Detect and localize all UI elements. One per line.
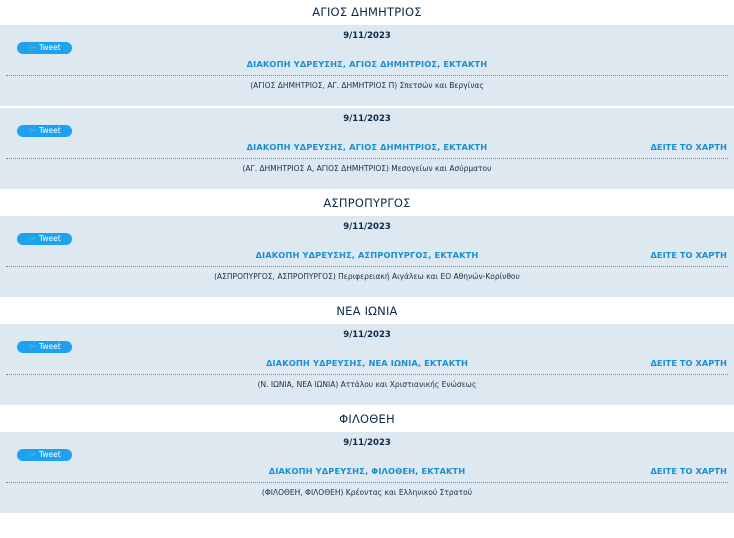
see-map-link[interactable]: ΔΕΙΤΕ ΤΟ ΧΑΡΤΗ [650, 142, 727, 152]
area-group [0, 299, 734, 405]
outage-description: (ΑΓΙΟΣ ΔΗΜΗΤΡΙΟΣ, ΑΓ. ΔΗΜΗΤΡΙΟΣ Π) Σπετσών και Βεργίνας [250, 81, 484, 90]
twitter-bird-icon: 🐦 [28, 235, 38, 243]
outage-description: (Ν. ΙΩΝΙΑ, ΝΕΑ ΙΩΝΙΑ) Αττάλου και Χριστιανικής Ενώσεως [257, 380, 477, 389]
tweet-button[interactable] [17, 341, 72, 353]
outage-title: ΔΙΑΚΟΠΗ ΥΔΡΕΥΣΗΣ, ΑΣΠΡΟΠΥΡΓΟΣ, ΕΚΤΑΚΤΗ [255, 250, 479, 260]
divider [6, 266, 728, 267]
twitter-bird-icon: 🐦 [28, 451, 38, 459]
outage-description: (ΦΙΛΟΘΕΗ, ΦΙΛΟΘΕΗ) Κρέοντας και Ελληνικού Στρατού [261, 488, 473, 497]
divider [6, 374, 728, 375]
outage-title: ΔΙΑΚΟΠΗ ΥΔΡΕΥΣΗΣ, ΦΙΛΟΘΕΗ, ΕΚΤΑΚΤΗ [268, 466, 466, 476]
see-map-link[interactable]: ΔΕΙΤΕ ΤΟ ΧΑΡΤΗ [650, 250, 727, 260]
outage-card [0, 108, 734, 189]
area-heading: ΝΕΑ ΙΩΝΙΑ [0, 299, 734, 324]
outage-date: 9/11/2023 [343, 114, 391, 124]
outage-card [0, 216, 734, 297]
tweet-label: Tweet [39, 450, 61, 459]
tweet-button[interactable] [17, 449, 72, 461]
see-map-link[interactable]: ΔΕΙΤΕ ΤΟ ΧΑΡΤΗ [650, 466, 727, 476]
tweet-label: Tweet [39, 342, 61, 351]
divider [6, 75, 728, 76]
tweet-button[interactable] [17, 42, 72, 54]
divider [6, 482, 728, 483]
outage-description: (ΑΓ. ΔΗΜΗΤΡΙΟΣ Α, ΑΓΙΟΣ ΔΗΜΗΤΡΙΟΣ) Μεσογείων και Ασύρματου [242, 164, 492, 173]
outage-title: ΔΙΑΚΟΠΗ ΥΔΡΕΥΣΗΣ, ΑΓΙΟΣ ΔΗΜΗΤΡΙΟΣ, ΕΚΤΑΚΤΗ [246, 59, 488, 69]
outage-title: ΔΙΑΚΟΠΗ ΥΔΡΕΥΣΗΣ, ΝΕΑ ΙΩΝΙΑ, ΕΚΤΑΚΤΗ [265, 358, 469, 368]
outage-date: 9/11/2023 [343, 31, 391, 41]
tweet-label: Tweet [39, 126, 61, 135]
see-map-link[interactable]: ΔΕΙΤΕ ΤΟ ΧΑΡΤΗ [650, 358, 727, 368]
tweet-button[interactable] [17, 125, 72, 137]
twitter-bird-icon: 🐦 [28, 127, 38, 135]
outage-card [0, 432, 734, 513]
tweet-button[interactable] [17, 233, 72, 245]
area-heading: ΑΓΙΟΣ ΔΗΜΗΤΡΙΟΣ [0, 0, 734, 25]
area-heading: ΦΙΛΟΘΕΗ [0, 407, 734, 432]
outage-title: ΔΙΑΚΟΠΗ ΥΔΡΕΥΣΗΣ, ΑΓΙΟΣ ΔΗΜΗΤΡΙΟΣ, ΕΚΤΑΚΤΗ [246, 142, 488, 152]
tweet-label: Tweet [39, 234, 61, 243]
divider [6, 158, 728, 159]
tweet-label: Tweet [39, 43, 61, 52]
twitter-bird-icon: 🐦 [28, 44, 38, 52]
outage-description: (ΑΣΠΡΟΠΥΡΓΟΣ, ΑΣΠΡΟΠΥΡΓΟΣ) Περιφερειακή Αιγάλεω και ΕΟ Αθηνών-Κορίνθου [214, 272, 520, 281]
outage-card [0, 324, 734, 405]
twitter-bird-icon: 🐦 [28, 343, 38, 351]
outage-card [0, 25, 734, 106]
outage-date: 9/11/2023 [343, 222, 391, 232]
area-heading: ΑΣΠΡΟΠΥΡΓΟΣ [0, 191, 734, 216]
outage-date: 9/11/2023 [343, 330, 391, 340]
area-group [0, 191, 734, 297]
area-group [0, 0, 734, 189]
area-group [0, 407, 734, 513]
outage-date: 9/11/2023 [343, 438, 391, 448]
